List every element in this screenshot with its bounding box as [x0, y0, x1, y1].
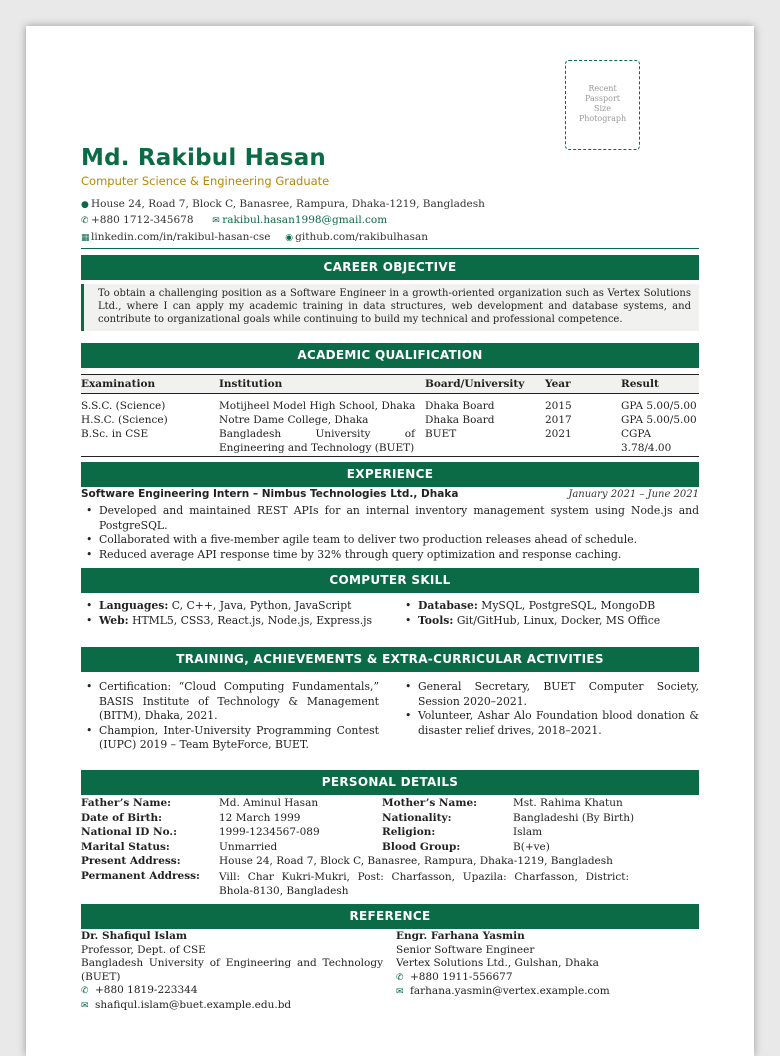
- list-item: • Champion, Inter-University Programming Contest (IUPC) 2019 – Team ByteForce, BUET.: [81, 724, 379, 753]
- personal-details: [81, 797, 699, 900]
- section-academic: ACADEMIC QUALIFICATION: [81, 343, 699, 368]
- section-personal-details: PERSONAL DETAILS: [81, 770, 699, 795]
- detail-row: Date of Birth: 12 March 1999 Nationality: Bangladeshi (By Birth): [81, 811, 635, 824]
- detail-row: Marital Status: Unmarried Blood Group: B(+ve): [81, 840, 550, 853]
- detail-row: National ID No.: 1999-1234567-089 Religion: Islam: [81, 826, 543, 839]
- list-item: • Developed and maintained REST APIs for an internal inventory management system using Node.js and PostgreSQL.: [81, 504, 699, 533]
- detail-row: Father’s Name: Md. Aminul Hasan Mother’s Name: Mst. Rahima Khatun: [81, 797, 623, 809]
- photo-placeholder: Recent Passport Size Photograph: [565, 60, 640, 150]
- list-item: • Certification: “Cloud Computing Fundamentals,” BASIS Institute of Technology & Management (BITM), Dhaka, 2021.: [81, 680, 379, 724]
- header-rule: [81, 248, 699, 249]
- list-item: • Volunteer, Ashar Alo Foundation blood donation & disaster relief drives, 2018–2021.: [400, 709, 699, 738]
- phone-email-line: [81, 214, 387, 226]
- envelope-icon: ✉: [212, 216, 220, 226]
- list-item: • Database: MySQL, PostgreSQL, MongoDB: [400, 599, 699, 614]
- reference-1: Dr. Shafiqul Islam Professor, Dept. of CSE Bangladesh University of Engineering and Technology (BUET) ✆ +880 1819-223344 ✉ shafiqul.islam@buet.example.edu.bd: [81, 930, 383, 1014]
- list-item: • Reduced average API response time by 32% through query optimization and response caching.: [81, 548, 699, 563]
- candidate-name: Md. Rakibul Hasan: [81, 145, 326, 171]
- candidate-subtitle: Computer Science & Engineering Graduate: [81, 174, 330, 188]
- list-item: • Languages: C, C++, Java, Python, JavaScript: [81, 599, 381, 614]
- detail-row: Permanent Address: Vill: Char Kukri-Mukri, Post: Charfasson, Upazila: Charfasson, District: Bhola-8130, Bangladesh: [81, 869, 629, 898]
- address-line: ● House 24, Road 7, Block C, Banasree, Rampura, Dhaka-1219, Bangladesh: [81, 198, 485, 210]
- map-marker-icon: ●: [81, 200, 89, 210]
- phone-icon: ✆: [81, 986, 89, 997]
- table-row: B.Sc. in CSE Bangladesh University of Engineering and Technology (BUET) BUET 2021 CGPA 3.78/4.00: [81, 428, 672, 454]
- experience-dates: January 2021 – June 2021: [568, 489, 699, 500]
- phone-icon: ✆: [396, 972, 404, 983]
- skills-left: [81, 599, 381, 628]
- table-row: S.S.C. (Science) Motijheel Model High School, Dhaka Dhaka Board 2015 GPA 5.00/5.00: [81, 400, 697, 412]
- section-experience: EXPERIENCE: [81, 462, 699, 487]
- skills-right: [400, 599, 699, 628]
- table-header: Examination Institution Board/University Year Result: [81, 375, 699, 394]
- experience-title: Software Engineering Intern – Nimbus Technologies Ltd., Dhaka: [81, 488, 459, 500]
- linkedin-icon: ▦: [81, 233, 90, 243]
- list-item: • Collaborated with a five-member agile team to deliver two production releases ahead of schedule.: [81, 533, 699, 548]
- section-training: TRAINING, ACHIEVEMENTS & EXTRA-CURRICULAR ACTIVITIES: [81, 647, 699, 672]
- linkedin-link[interactable]: linkedin.com/in/rakibul-hasan-cse: [91, 231, 271, 243]
- social-line: [81, 231, 428, 243]
- github-link[interactable]: github.com/rakibulhasan: [295, 231, 428, 243]
- section-computer-skill: COMPUTER SKILL: [81, 568, 699, 593]
- experience-bullets: [81, 504, 699, 562]
- phone-icon: ✆: [81, 216, 89, 226]
- github-icon: ◉: [285, 233, 293, 243]
- table-row: H.S.C. (Science) Notre Dame College, Dhaka Dhaka Board 2017 GPA 5.00/5.00: [81, 414, 697, 426]
- resume-page: [26, 26, 754, 1056]
- section-reference: REFERENCE: [81, 904, 699, 929]
- list-item: • Tools: Git/GitHub, Linux, Docker, MS Office: [400, 614, 699, 629]
- academic-table: [81, 374, 699, 455]
- phone: +880 1712-345678: [91, 214, 194, 226]
- objective-text: To obtain a challenging position as a Software Engineer in a growth-oriented organization such as Vertex Solutions Ltd., where I can apply my academic training in data structures, web development and database systems, and contribute to organizational goals while continuing to build my technical and professional competence.: [81, 284, 699, 331]
- training-left: [81, 680, 379, 753]
- list-item: • General Secretary, BUET Computer Society, Session 2020–2021.: [400, 680, 699, 709]
- envelope-icon: ✉: [81, 1000, 89, 1011]
- reference-2: Engr. Farhana Yasmin Senior Software Engineer Vertex Solutions Ltd., Gulshan, Dhaka ✆ +880 1911-556677 ✉ farhana.yasmin@vertex.example.com: [396, 930, 699, 1000]
- email-link[interactable]: rakibul.hasan1998@gmail.com: [222, 214, 388, 226]
- detail-row: Present Address: House 24, Road 7, Block C, Banasree, Rampura, Dhaka-1219, Bangladesh: [81, 855, 613, 868]
- section-career-objective: CAREER OBJECTIVE: [81, 255, 699, 280]
- list-item: • Web: HTML5, CSS3, React.js, Node.js, Express.js: [81, 614, 381, 629]
- table-bottom-rule: [81, 456, 699, 457]
- envelope-icon: ✉: [396, 987, 404, 998]
- training-right: [400, 680, 699, 738]
